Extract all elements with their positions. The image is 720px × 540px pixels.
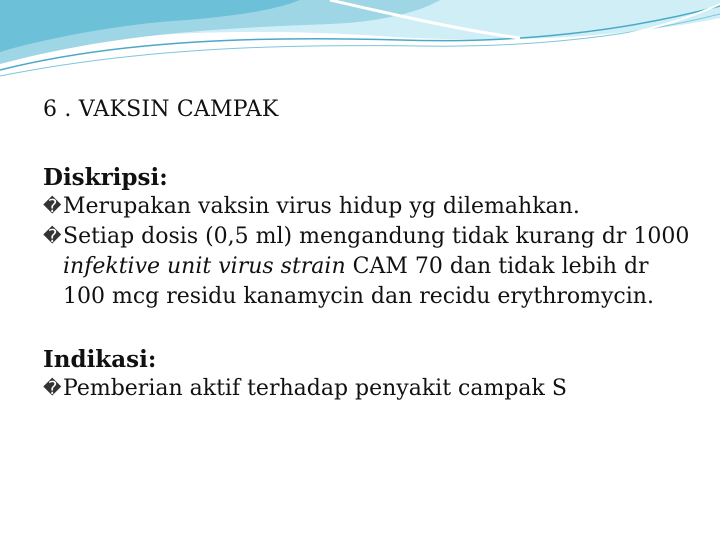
- bullet-list-deskripsi: [43, 192, 693, 312]
- bullet-glyph-icon: �: [43, 226, 62, 247]
- bullet-text-italic: infektive unit virus strain: [63, 254, 346, 279]
- section-heading-deskripsi: Diskripsi:: [43, 164, 168, 191]
- bullet-list-indikasi: [43, 374, 693, 404]
- bullet-glyph-icon: �: [43, 196, 62, 217]
- bullet-text: Merupakan vaksin virus hidup yg dilemahkan.: [63, 194, 580, 219]
- header-wave-decoration: [0, 0, 720, 90]
- section-heading-indikasi: Indikasi:: [43, 346, 157, 373]
- bullet-text-part: CAM 70 dan tidak lebih dr 100 mcg residu kanamycin dan recidu erythromycin.: [63, 254, 654, 309]
- list-item: [43, 222, 693, 312]
- slide-title: 6 . VAKSIN CAMPAK: [43, 97, 279, 122]
- slide-content: [43, 96, 693, 404]
- list-item: [43, 374, 693, 404]
- section-deskripsi: [43, 164, 693, 312]
- section-indikasi: [43, 346, 693, 404]
- bullet-glyph-icon: �: [43, 378, 62, 399]
- bullet-text-part: Setiap dosis (0,5 ml) mengandung tidak kurang dr 1000: [63, 224, 690, 249]
- bullet-text: [63, 222, 693, 312]
- list-item: [43, 192, 693, 222]
- bullet-text: Pemberian aktif terhadap penyakit campak S: [63, 376, 567, 401]
